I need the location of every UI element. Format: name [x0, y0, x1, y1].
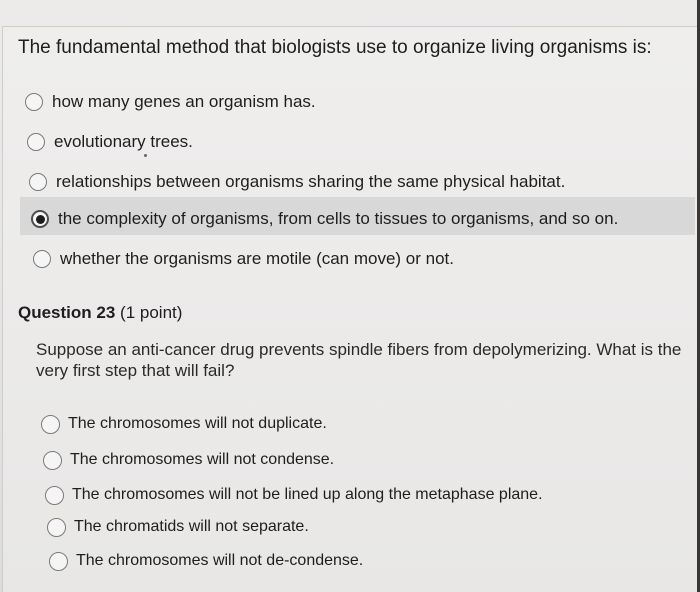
question-number: Question 23: [18, 303, 116, 322]
option-label: the complexity of organisms, from cells to tissues to organisms, and so on.: [58, 209, 619, 228]
option-label: relationships between organisms sharing the same physical habitat.: [56, 172, 566, 191]
option-label: The chromatids will not separate.: [74, 518, 309, 535]
radio-dot: [36, 215, 45, 224]
option-genes[interactable]: [25, 87, 316, 117]
option-label: evolutionary trees.: [54, 132, 193, 151]
speck-mark: [144, 154, 147, 157]
radio-button[interactable]: [45, 486, 64, 505]
option-motile[interactable]: [33, 244, 454, 274]
radio-button[interactable]: [27, 133, 45, 151]
radio-button[interactable]: [25, 93, 43, 111]
question-points: (1 point): [120, 303, 183, 322]
radio-button[interactable]: [43, 451, 62, 470]
radio-button[interactable]: [33, 250, 51, 268]
option-de-condense[interactable]: [49, 546, 363, 576]
option-condense[interactable]: [43, 445, 334, 475]
option-label: The chromosomes will not de-condense.: [76, 552, 364, 569]
option-evolutionary-trees[interactable]: [27, 127, 193, 157]
option-separate[interactable]: [47, 512, 309, 542]
option-label: The chromosomes will not condense.: [70, 451, 335, 468]
question-23-prompt: Suppose an anti-cancer drug prevents spindle fibers from depolymerizing. What is the very first step that will fail?: [36, 340, 682, 380]
option-label: how many genes an organism has.: [52, 92, 316, 111]
question-heading: [18, 303, 182, 323]
option-metaphase[interactable]: [45, 480, 543, 510]
option-label: whether the organisms are motile (can move) or not.: [60, 249, 455, 268]
radio-button[interactable]: [41, 415, 60, 434]
radio-button[interactable]: [47, 518, 66, 537]
option-complexity[interactable]: [31, 204, 618, 234]
radio-button-selected[interactable]: [31, 210, 49, 228]
option-duplicate[interactable]: [41, 409, 327, 439]
option-habitat[interactable]: [29, 167, 565, 197]
radio-button[interactable]: [29, 173, 47, 191]
radio-button[interactable]: [49, 552, 68, 571]
option-label: The chromosomes will not be lined up along the metaphase plane.: [72, 486, 543, 503]
option-label: The chromosomes will not duplicate.: [68, 415, 327, 432]
question-prompt: The fundamental method that biologists use to organize living organisms is:: [18, 37, 652, 58]
